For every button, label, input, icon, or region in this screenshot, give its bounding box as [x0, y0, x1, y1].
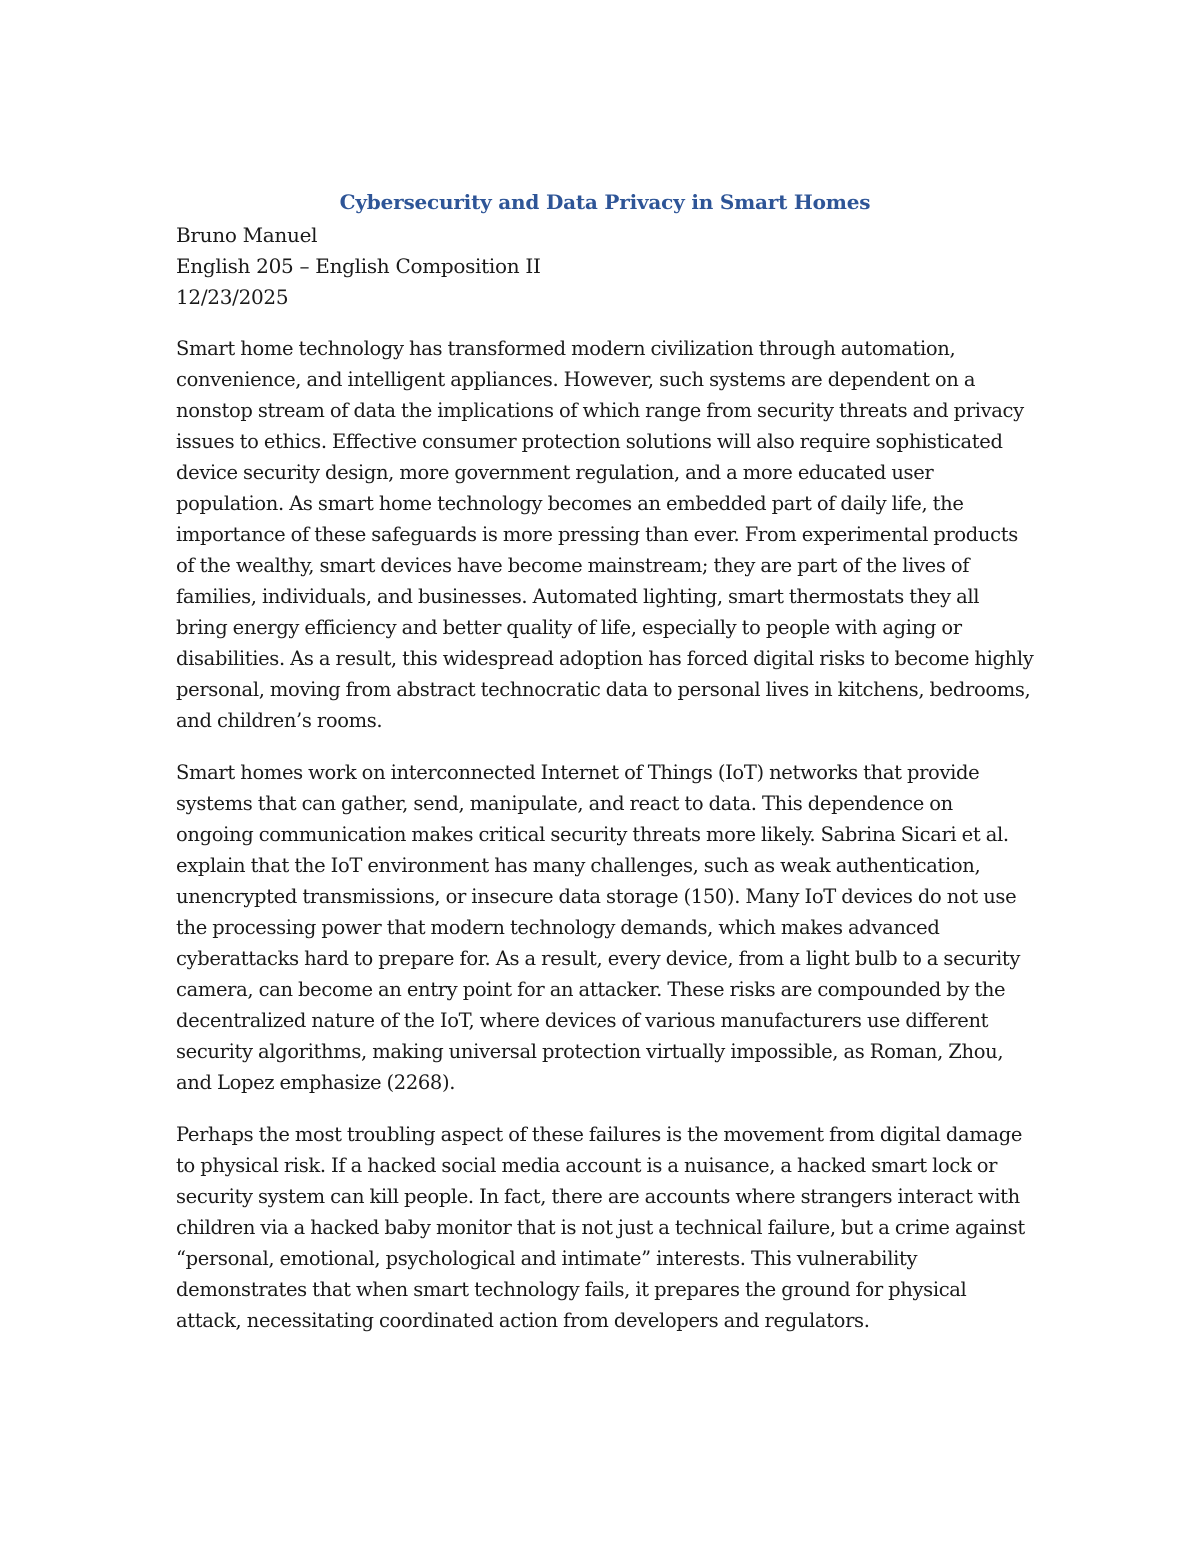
document-body — [176, 186, 1034, 1357]
paragraph-2: Smart homes work on interconnected Internet of Things (IoT) networks that provide systems that can gather, send, manipulate, and react to data. This dependence on ongoing communication makes critical security threats more likely. Sabrina Sicari et al. explain that the IoT environment has many challenges, such as weak authentication, unencrypted transmissions, or insecure data storage (150). Many IoT devices do not use the processing power that modern technology demands, which makes advanced cyberattacks hard to prepare for. As a result, every device, from a light bulb to a security camera, can become an entry point for an attacker. These risks are compounded by the decentralized nature of the IoT, where devices of various manufacturers use different security algorithms, making universal protection virtually impossible, as Roman, Zhou, and Lopez emphasize (2268). — [176, 761, 1021, 1094]
document-title: Cybersecurity and Data Privacy in Smart Homes — [339, 190, 871, 214]
course-name: English 205 – English Composition II — [176, 254, 541, 278]
paragraph-1: Smart home technology has transformed modern civilization through automation, convenience, and intelligent appliances. However, such systems are dependent on a nonstop stream of data the implications of which range from security threats and privacy issues to ethics. Effective consumer protection solutions will also require sophisticated device security design, more government regulation, and a more educated user population. As smart home technology becomes an embedded part of daily life, the importance of these safeguards is more pressing than ever. From experimental products of the wealthy, smart devices have become mainstream; they are part of the lives of families, individuals, and businesses. Automated lighting, smart thermostats they all bring energy efficiency and better quality of life, especially to people with aging or disabilities. As a result, this widespread adoption has forced digital risks to become highly personal, moving from abstract technocratic data to personal lives in kitchens, bedrooms, and children’s rooms. — [176, 337, 1034, 732]
heading-block — [176, 220, 1034, 313]
paragraph-3: Perhaps the most troubling aspect of these failures is the movement from digital damage to physical risk. If a hacked social media account is a nuisance, a hacked smart lock or security system can kill people. In fact, there are accounts where strangers interact with children via a hacked baby monitor that is not just a technical failure, but a crime against “personal, emotional, psychological and intimate” interests. This vulnerability demonstrates that when smart technology fails, it prepares the ground for physical attack, necessitating coordinated action from developers and regulators. — [176, 1123, 1025, 1332]
author-name: Bruno Manuel — [176, 223, 318, 247]
document-date: 12/23/2025 — [176, 285, 289, 309]
